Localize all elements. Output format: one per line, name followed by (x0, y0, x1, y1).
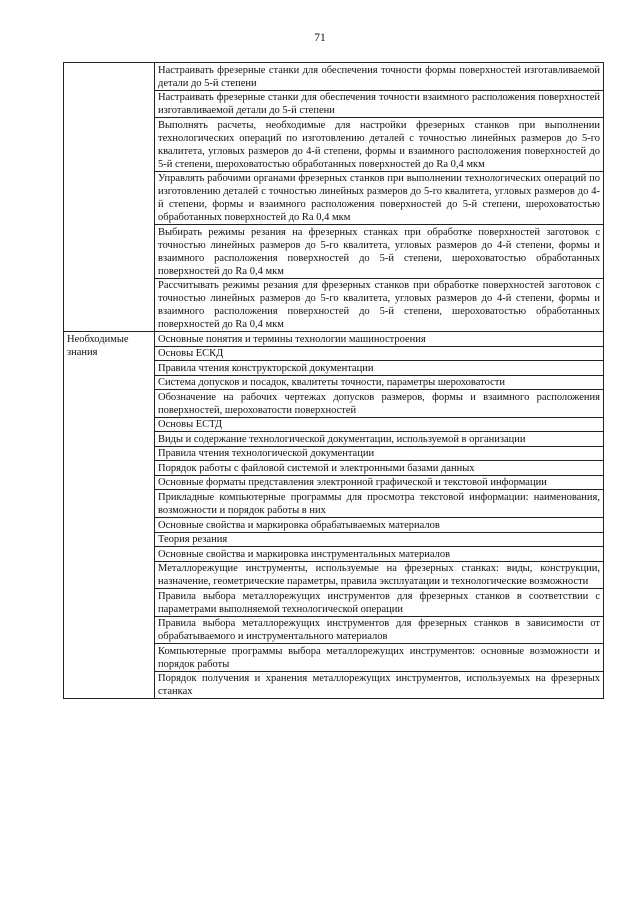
requirement-item: Правила выбора металлорежущих инструментов для фрезерных станков в соответствии с параметрами выполняемой технологической операции (155, 589, 604, 617)
requirement-item: Выбирать режимы резания на фрезерных станках при обработке поверхностей заготовок с точностью линейных размеров до 5-го квалитета, угловых размеров до 4-й степени, формы и взаимного расположения поверхностей до 5-й степени, шероховатостью обработанных поверхностей до Ra 0,4 мкм (155, 225, 604, 279)
requirement-item: Порядок получения и хранения металлорежущих инструментов, используемых на фрезерных станках (155, 671, 604, 699)
requirement-item: Обозначение на рабочих чертежах допусков размеров, формы и взаимного расположения поверхностей, шероховатости поверхностей (155, 390, 604, 418)
page-number: 71 (314, 32, 326, 44)
requirement-item: Теория резания (155, 532, 604, 547)
table-row (64, 332, 604, 347)
requirement-item: Рассчитывать режимы резания для фрезерных станков при обработке поверхностей заготовок с точностью линейных размеров до 5-го квалитета, угловых размеров до 4-й степени, формы и взаимного расположения поверхностей до 5-й степени, шероховатостью обработанных поверхностей до Ra 0,4 мкм (155, 278, 604, 332)
requirement-item: Виды и содержание технологической документации, используемой в организации (155, 432, 604, 447)
section-label (64, 63, 155, 332)
requirement-item: Основные свойства и маркировка инструментальных материалов (155, 547, 604, 562)
requirement-item: Правила чтения технологической документации (155, 446, 604, 461)
requirement-item: Основы ЕСТД (155, 417, 604, 432)
requirements-table (63, 62, 604, 699)
requirement-item: Система допусков и посадок, квалитеты точности, параметры шероховатости (155, 375, 604, 390)
requirement-item: Настраивать фрезерные станки для обеспечения точности взаимного расположения поверхностей изготавливаемой детали до 5-й степени (155, 90, 604, 118)
table-row (64, 63, 604, 91)
requirement-item: Прикладные компьютерные программы для просмотра текстовой информации: наименования, возможности и порядок работы в них (155, 490, 604, 518)
requirement-item: Основные свойства и маркировка обрабатываемых материалов (155, 518, 604, 533)
requirement-item: Основы ЕСКД (155, 346, 604, 361)
requirement-item: Основные понятия и термины технологии машиностроения (155, 332, 604, 347)
requirement-item: Металлорежущие инструменты, используемые на фрезерных станках: виды, конструкции, назначение, геометрические параметры, правила эксплуатации и технологические возможности (155, 561, 604, 589)
requirement-item: Порядок работы с файловой системой и электронными базами данных (155, 461, 604, 476)
requirements-table-body (64, 63, 604, 699)
requirement-item: Настраивать фрезерные станки для обеспечения точности формы поверхностей изготавливаемой детали до 5-й степени (155, 63, 604, 91)
requirement-item: Основные форматы представления электронной графической и текстовой информации (155, 475, 604, 490)
requirement-item: Управлять рабочими органами фрезерных станков при выполнении технологических операций по изготовлению деталей с точностью линейных размеров до 5-го квалитета, угловых размеров до 4-й степени, формы и взаимного расположения поверхностей до 5-й степени, шероховатостью обработанных поверхностей до Ra 0,4 мкм (155, 171, 604, 225)
section-label: Необходимые знания (64, 332, 155, 699)
requirement-item: Компьютерные программы выбора металлорежущих инструментов: основные возможности и порядок работы (155, 644, 604, 672)
requirement-item: Выполнять расчеты, необходимые для настройки фрезерных станков при выполнении технологических операций по изготовлению деталей с точностью линейных размеров до 5-го квалитета, угловых размеров до 4-й степени, формы и взаимного расположения поверхностей до 5-й степени, шероховатостью обработанных поверхностей до Ra 0,4 мкм (155, 118, 604, 172)
requirement-item: Правила чтения конструкторской документации (155, 361, 604, 376)
requirement-item: Правила выбора металлорежущих инструментов для фрезерных станков в зависимости от обрабатываемого и инструментального материалов (155, 616, 604, 644)
